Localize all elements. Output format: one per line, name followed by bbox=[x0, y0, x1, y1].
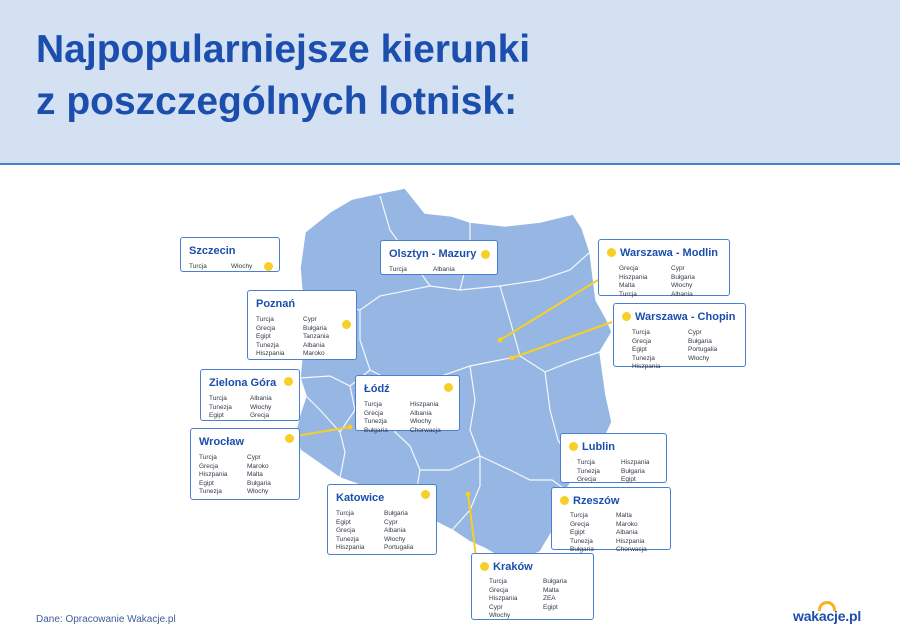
destinations-list bbox=[389, 266, 489, 275]
destination: Turcja bbox=[489, 578, 507, 585]
destinations-col-2 bbox=[303, 316, 329, 359]
destination: Turcja bbox=[209, 395, 227, 402]
destination: Tunezja bbox=[632, 354, 655, 362]
airport-name: Łódź bbox=[364, 383, 390, 395]
destination: Grecja bbox=[489, 586, 509, 594]
destination: Bułgaria bbox=[364, 426, 388, 434]
destination: Turcja bbox=[389, 266, 407, 273]
destination: Włochy bbox=[489, 612, 511, 620]
destination: Hiszpania bbox=[616, 537, 645, 545]
destination: Turcja bbox=[619, 290, 637, 298]
destination: Hiszpania bbox=[256, 350, 285, 358]
destination: Malta bbox=[247, 471, 263, 479]
airport-card-rzeszow bbox=[551, 487, 671, 554]
destination: Grecja bbox=[577, 476, 597, 484]
airport-name: Lublin bbox=[582, 441, 615, 453]
destinations-col-1 bbox=[619, 265, 671, 299]
destination: Włochy bbox=[671, 282, 693, 290]
destination: Cypr bbox=[247, 454, 261, 461]
destination: Włochy bbox=[688, 354, 710, 362]
destination: Grecja bbox=[570, 520, 590, 528]
destination: Albania bbox=[616, 529, 638, 537]
destination: Portugalia bbox=[688, 346, 718, 354]
destinations-col-1 bbox=[209, 395, 250, 421]
airport-marker-dot bbox=[284, 377, 293, 386]
airport-name: Rzeszów bbox=[573, 495, 620, 507]
airport-marker-dot bbox=[569, 442, 578, 451]
airport-marker-dot bbox=[285, 434, 294, 443]
destinations-col-1 bbox=[632, 329, 688, 372]
destinations-col-2 bbox=[621, 459, 650, 485]
destination: Cypr bbox=[384, 518, 398, 526]
airport-name: Zielona Góra bbox=[209, 377, 277, 389]
airport-name: Warszawa - Chopin bbox=[635, 311, 736, 323]
destination: Turcja bbox=[570, 512, 588, 519]
brand-logo[interactable]: wakacje.pl bbox=[793, 608, 862, 624]
destinations-col-2 bbox=[433, 266, 455, 275]
airport-name: Poznań bbox=[256, 298, 296, 310]
destination: Hiszpania bbox=[410, 401, 439, 408]
airport-name: Szczecin bbox=[189, 245, 236, 257]
airport-name: Kraków bbox=[493, 561, 533, 573]
destinations-list bbox=[364, 401, 451, 435]
destination: Tunezja bbox=[199, 488, 222, 496]
airport-name-row bbox=[560, 494, 662, 508]
destination: Albania bbox=[410, 409, 432, 417]
title-line-2: z poszczególnych lotnisk: bbox=[36, 80, 518, 123]
airport-name-row bbox=[622, 310, 737, 324]
destination: Grecja bbox=[199, 462, 219, 470]
destinations-col-2 bbox=[250, 395, 272, 421]
destination: Turcja bbox=[256, 316, 274, 323]
destination: Grecja bbox=[364, 409, 384, 417]
destinations-col-2 bbox=[688, 329, 717, 372]
destinations-col-2 bbox=[231, 263, 252, 272]
destination: Egipt bbox=[336, 518, 351, 526]
destination: Włochy bbox=[384, 535, 406, 543]
destination: Turcja bbox=[189, 263, 207, 270]
airport-marker-dot bbox=[622, 312, 631, 321]
airport-marker-dot bbox=[560, 496, 569, 505]
destination: Cypr bbox=[303, 316, 317, 323]
destination: Bułgaria bbox=[688, 337, 712, 345]
destination: Tunezja bbox=[256, 341, 279, 349]
destination: Tunezja bbox=[336, 535, 359, 543]
destination: Bułgaria bbox=[570, 546, 594, 554]
destination: Maroko bbox=[247, 462, 269, 470]
airport-card-olsztyn bbox=[380, 240, 498, 275]
airport-marker-dot bbox=[421, 490, 430, 499]
destinations-col-1 bbox=[199, 454, 247, 497]
destinations-col-1 bbox=[256, 316, 303, 359]
destinations-list bbox=[607, 265, 721, 299]
destinations-list bbox=[480, 578, 585, 621]
destination: Egipt bbox=[632, 346, 647, 354]
airport-card-poznan bbox=[247, 290, 357, 360]
destination: Maroko bbox=[616, 520, 638, 528]
airport-name-row bbox=[480, 560, 585, 574]
destinations-col-2 bbox=[671, 265, 695, 299]
destination: Bułgaria bbox=[384, 510, 408, 517]
airport-card-lublin bbox=[560, 433, 667, 483]
destination: Albania bbox=[303, 341, 325, 349]
destination: Turcja bbox=[336, 510, 354, 517]
destinations-col-2 bbox=[616, 512, 647, 555]
destinations-col-1 bbox=[389, 266, 433, 275]
destination: Portugalia bbox=[384, 544, 414, 552]
destinations-list bbox=[622, 329, 737, 372]
destination: Tunezja bbox=[577, 467, 600, 475]
destination: Hiszpania bbox=[336, 544, 365, 552]
destinations-list bbox=[560, 512, 662, 555]
destination: Turcja bbox=[632, 329, 650, 336]
destination: Cypr bbox=[688, 329, 702, 336]
airport-marker-dot bbox=[342, 320, 351, 329]
destination: Chorwacja bbox=[616, 546, 647, 554]
destinations-list bbox=[336, 510, 428, 553]
airport-name: Warszawa - Modlin bbox=[620, 247, 718, 259]
airport-name: Wrocław bbox=[199, 436, 245, 448]
airport-card-wroclaw bbox=[190, 428, 300, 500]
destinations-col-1 bbox=[577, 459, 621, 485]
destination: Hiszpania bbox=[621, 459, 650, 466]
destination: Włochy bbox=[247, 488, 269, 496]
destination: Grecja bbox=[336, 527, 356, 535]
destinations-col-2 bbox=[543, 578, 567, 621]
airport-marker-dot bbox=[481, 250, 490, 259]
destination: Bułgaria bbox=[247, 479, 271, 487]
airport-name-row bbox=[607, 246, 721, 260]
airport-card-warszawa-chopin bbox=[613, 303, 746, 371]
destination: Tunezja bbox=[364, 418, 387, 426]
destination: Włochy bbox=[250, 403, 272, 411]
destination: Egipt bbox=[570, 529, 585, 537]
destinations-list bbox=[209, 395, 291, 421]
destination: Włochy bbox=[410, 418, 432, 426]
airport-name: Katowice bbox=[336, 492, 385, 504]
destination: Egipt bbox=[256, 333, 271, 341]
airport-card-krakow bbox=[471, 553, 594, 620]
airport-card-zielona-gora bbox=[200, 369, 300, 421]
destination: Hiszpania bbox=[632, 363, 661, 371]
destination: Albania bbox=[250, 395, 272, 402]
destination: Tunezja bbox=[209, 403, 232, 411]
destination: Malta bbox=[543, 586, 559, 594]
destinations-col-1 bbox=[336, 510, 384, 553]
destination: Grecja bbox=[250, 412, 270, 420]
destination: Hiszpania bbox=[199, 471, 228, 479]
airport-name: Olsztyn - Mazury bbox=[389, 248, 477, 260]
destination: ZEA bbox=[543, 595, 556, 603]
destination: Turcja bbox=[364, 401, 382, 408]
airport-card-katowice bbox=[327, 484, 437, 555]
destination: Maroko bbox=[303, 350, 325, 358]
destination: Tanzania bbox=[303, 333, 330, 341]
destination: Cypr bbox=[671, 265, 685, 272]
source-note: Dane: Opracowanie Wakacje.pl bbox=[36, 614, 176, 625]
destination: Albania bbox=[671, 290, 693, 298]
destination: Grecja bbox=[256, 324, 276, 332]
destination: Malta bbox=[619, 282, 635, 290]
airport-card-warszawa-modlin bbox=[598, 239, 730, 296]
destination: Bułgaria bbox=[621, 467, 645, 475]
airport-marker-dot bbox=[480, 562, 489, 571]
title-line-1: Najpopularniejsze kierunki bbox=[36, 28, 531, 71]
destinations-col-1 bbox=[489, 578, 543, 621]
destinations-col-1 bbox=[570, 512, 616, 555]
destination: Albania bbox=[433, 266, 455, 273]
destination: Malta bbox=[616, 512, 632, 519]
destination: Egipt bbox=[621, 476, 636, 484]
airport-card-lodz bbox=[355, 375, 460, 434]
destinations-list bbox=[569, 459, 658, 485]
destinations-list bbox=[189, 263, 271, 272]
destination: Bułgaria bbox=[543, 578, 567, 585]
destination: Chorwacja bbox=[410, 426, 441, 434]
destination: Hiszpania bbox=[619, 273, 648, 281]
airport-card-szczecin bbox=[180, 237, 280, 272]
destinations-col-2 bbox=[247, 454, 271, 497]
destinations-col-1 bbox=[189, 263, 231, 272]
airport-name-row bbox=[569, 440, 658, 454]
destination: Włochy bbox=[231, 263, 253, 270]
destination: Turcja bbox=[577, 459, 595, 466]
destination: Cypr bbox=[489, 603, 503, 611]
destinations-col-2 bbox=[384, 510, 413, 553]
airport-marker-dot bbox=[264, 262, 273, 271]
destinations-list bbox=[199, 454, 291, 497]
destination: Hiszpania bbox=[489, 595, 518, 603]
destination: Tunezja bbox=[570, 537, 593, 545]
destination: Grecja bbox=[619, 265, 639, 272]
destinations-col-2 bbox=[410, 401, 441, 435]
destination: Egipt bbox=[543, 603, 558, 611]
destinations-col-1 bbox=[364, 401, 410, 435]
destination: Egipt bbox=[209, 412, 224, 420]
destination: Albania bbox=[384, 527, 406, 535]
destination: Turcja bbox=[199, 454, 217, 461]
destinations-list bbox=[256, 316, 348, 359]
destination: Bułgaria bbox=[671, 273, 695, 281]
airport-marker-dot bbox=[444, 383, 453, 392]
destination: Grecja bbox=[632, 337, 652, 345]
destination: Bułgaria bbox=[303, 324, 327, 332]
airport-marker-dot bbox=[607, 248, 616, 257]
destination: Egipt bbox=[199, 479, 214, 487]
